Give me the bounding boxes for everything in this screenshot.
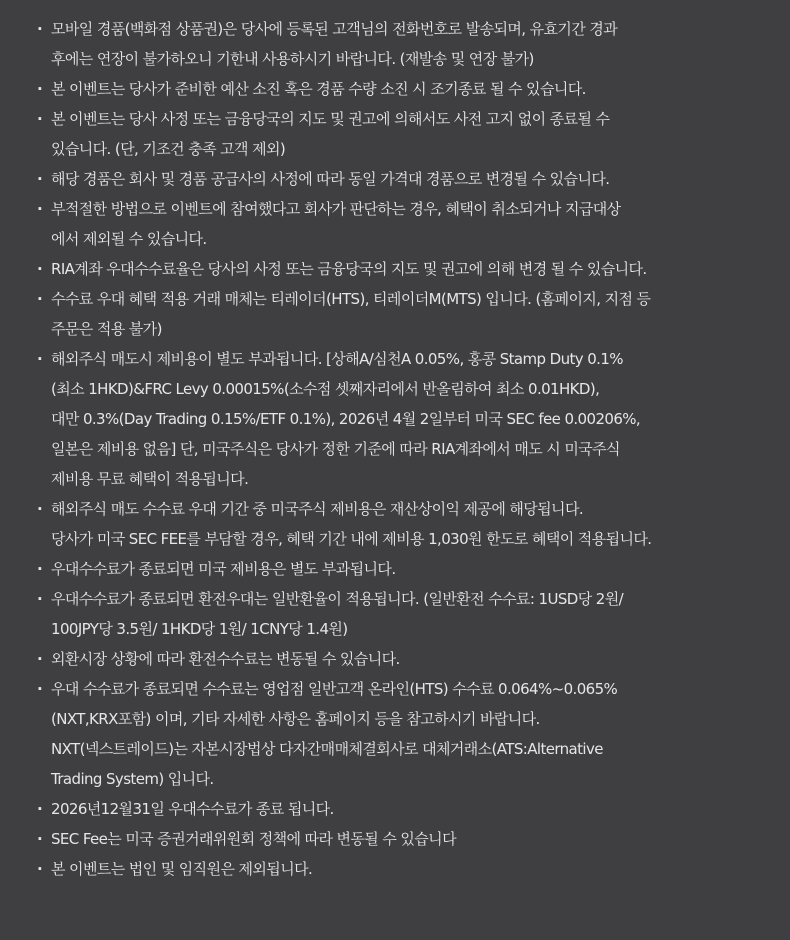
notice-item: · 2026년12월31일 우대수수료가 종료 됩니다. [37,794,756,824]
notice-item: · 해외주식 매도 수수료 우대 기간 중 미국주식 제비용은 재산상이익 제공에 해당됩니다. 당사가 미국 SEC FEE를 부담할 경우, 혜택 기간 내에 제비용 1,030원 한도로 혜택이 적용됩니다. [37,494,756,554]
notice-item: · SEC Fee는 미국 증권거래위원회 정책에 따라 변동될 수 있습니다 [37,824,756,854]
notice-item: · 우대수수료가 종료되면 미국 제비용은 별도 부과됩니다. [37,554,756,584]
notice-item: · 본 이벤트는 당사가 준비한 예산 소진 혹은 경품 수량 소진 시 조기종료 될 수 있습니다. [37,74,756,104]
notice-item: · 해외주식 매도시 제비용이 별도 부과됩니다. [상해A/심천A 0.05%, 홍콩 Stamp Duty 0.1% (최소 1HKD)&FRC Levy 0.00015%(소수점 셋째자리에서 반올림하여 최소 0.01HKD), 대만 0.3%(Day Trading 0.15%/ETF 0.1%), 2026년 4월 2일부터 미국 SEC fee 0.00206%, 일본은 제비용 없음] 단, 미국주식은 당사가 정한 기준에 따라 RIA계좌에서 매도 시 미국주식 제비용 무료 혜택이 적용됩니다. [37,344,756,494]
notice-item: · 본 이벤트는 당사 사정 또는 금융당국의 지도 및 권고에 의해서도 사전 고지 없이 종료될 수 있습니다. (단, 기조건 충족 고객 제외) [37,104,756,164]
notice-item: · RIA계좌 우대수수료율은 당사의 사정 또는 금융당국의 지도 및 권고에 의해 변경 될 수 있습니다. [37,254,756,284]
notice-item: · 외환시장 상황에 따라 환전수수료는 변동될 수 있습니다. [37,644,756,674]
notice-item: · 모바일 경품(백화점 상품권)은 당사에 등록된 고객님의 전화번호로 발송되며, 유효기간 경과 후에는 연장이 불가하오니 기한내 사용하시기 바랍니다. (재발송 및 연장 불가) [37,14,756,74]
notice-item: · 해당 경품은 회사 및 경품 공급사의 사정에 따라 동일 가격대 경품으로 변경될 수 있습니다. [37,164,756,194]
notice-item: · 본 이벤트는 법인 및 임직원은 제외됩니다. [37,854,756,884]
notice-item: · 수수료 우대 혜택 적용 거래 매체는 티레이더(HTS), 티레이더M(MTS) 입니다. (홈페이지, 지점 등 주문은 적용 불가) [37,284,756,344]
notice-item: · 우대수수료가 종료되면 환전우대는 일반환율이 적용됩니다. (일반환전 수수료: 1USD당 2원/ 100JPY당 3.5원/ 1HKD당 1원/ 1CNY당 1.4원) [37,584,756,644]
notice-item: · 부적절한 방법으로 이벤트에 참여했다고 회사가 판단하는 경우, 혜택이 취소되거나 지급대상 에서 제외될 수 있습니다. [37,194,756,254]
notice-item: · 우대 수수료가 종료되면 수수료는 영업점 일반고객 온라인(HTS) 수수료 0.064%~0.065% (NXT,KRX포함) 이며, 기타 자세한 사항은 홈페이지 등을 참고하시기 바랍니다. NXT(넥스트레이드)는 자본시장법상 다자간매매체결회사로 대체거래소(ATS:Alternative Trading System) 입니다. [37,674,756,794]
